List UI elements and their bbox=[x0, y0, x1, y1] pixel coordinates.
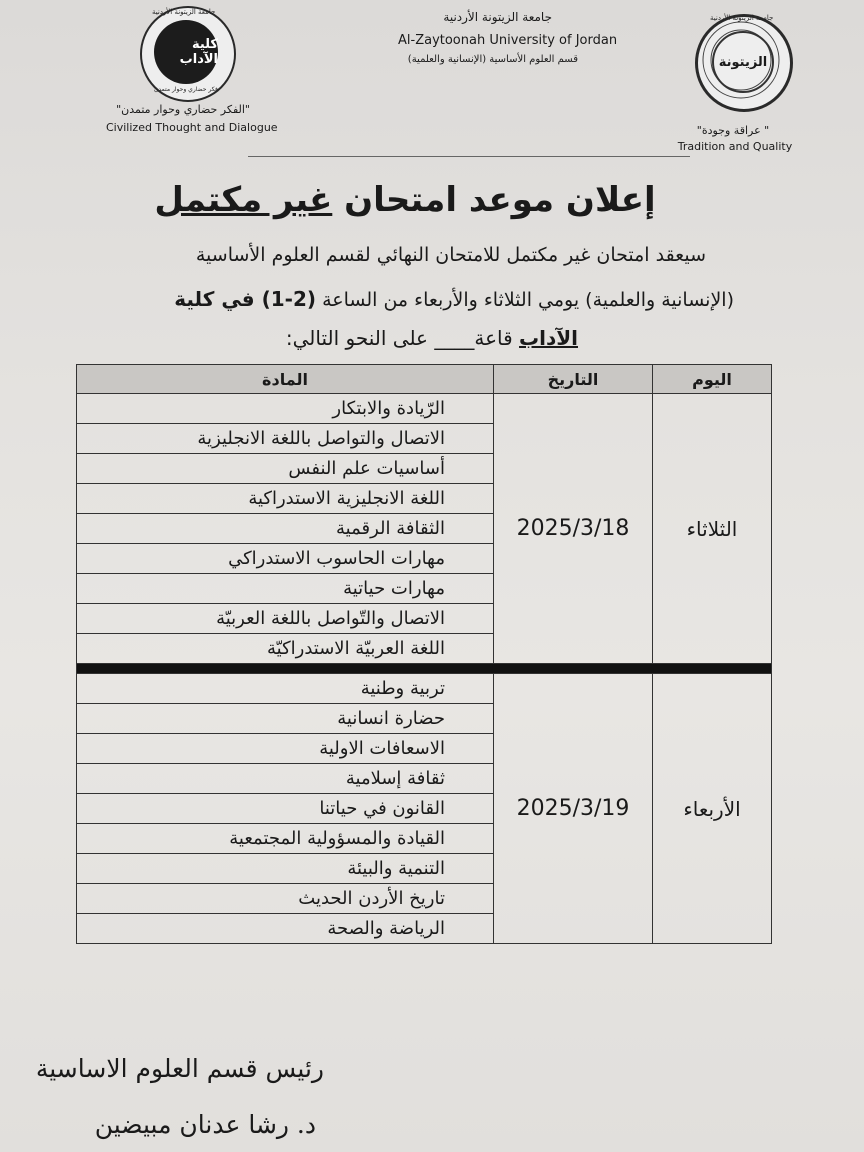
university-slogan-ar: " عراقة وجودة" bbox=[696, 124, 770, 137]
subject-cell: تاريخ الأردن الحديث bbox=[77, 884, 494, 914]
exam-schedule-table bbox=[76, 364, 772, 944]
subject-cell: القانون في حياتنا bbox=[77, 794, 494, 824]
subject-cell: الرّيادة والابتكار bbox=[77, 394, 494, 424]
subject-cell: اللغة العربيّة الاستدراكيّة bbox=[77, 634, 494, 664]
faculty-seal-ring-text: جامعة الزيتونة الأردنية bbox=[152, 8, 216, 16]
hall-label: قاعة bbox=[474, 326, 513, 350]
date-wednesday: 2025/3/19 bbox=[494, 674, 653, 944]
subject-cell: الرياضة والصحة bbox=[77, 914, 494, 944]
announcement-title bbox=[150, 180, 660, 220]
subject-cell: القيادة والمسؤولية المجتمعية bbox=[77, 824, 494, 854]
signature-title: رئيس قسم العلوم الاساسية bbox=[35, 1054, 324, 1083]
table-row bbox=[77, 674, 772, 704]
faculty-name: الآداب bbox=[519, 326, 578, 350]
header-day: اليوم bbox=[653, 365, 772, 394]
subject-cell: الثقافة الرقمية bbox=[77, 514, 494, 544]
faculty-seal-ring-text-bottom: فكر حضاري وحوار متمدن bbox=[154, 86, 218, 93]
line-3-end: على النحو التالي: bbox=[285, 326, 428, 350]
day-wednesday: الأربعاء bbox=[653, 674, 772, 944]
subject-cell: مهارات حياتية bbox=[77, 574, 494, 604]
subject-cell: اللغة الانجليزية الاستدراكية bbox=[77, 484, 494, 514]
subject-cell: الاتصال والتّواصل باللغة العربيّة bbox=[77, 604, 494, 634]
university-seal-center bbox=[712, 31, 774, 93]
faculty-seal-text: كلية الآداب bbox=[179, 37, 218, 67]
subject-cell: الاسعافات الاولية bbox=[77, 734, 494, 764]
title-prefix: إعلان موعد امتحان bbox=[344, 180, 656, 220]
table-row bbox=[77, 394, 772, 424]
university-slogan-en: Tradition and Quality bbox=[677, 140, 793, 153]
announcement-line-2 bbox=[174, 287, 734, 311]
faculty-slogan-ar: "الفكر حضاري وحوار متمدن" bbox=[116, 103, 250, 116]
faculty-seal-center bbox=[154, 20, 218, 84]
faculty-slogan-en: Civilized Thought and Dialogue bbox=[106, 121, 278, 134]
day-separator bbox=[77, 664, 772, 674]
subject-cell: أساسيات علم النفس bbox=[77, 454, 494, 484]
date-tuesday: 2025/3/18 bbox=[494, 394, 653, 664]
subject-cell: تربية وطنية bbox=[77, 674, 494, 704]
header-subject: المادة bbox=[77, 365, 494, 394]
title-underlined: غير مكتمل bbox=[154, 180, 333, 220]
university-name-en: Al-Zaytoonah University of Jordan bbox=[398, 33, 618, 48]
line-2-text: (الإنسانية والعلمية) يومي الثلاثاء والأربعاء من الساعة bbox=[322, 289, 734, 311]
subject-cell: حضارة انسانية bbox=[77, 704, 494, 734]
subject-cell: الاتصال والتواصل باللغة الانجليزية bbox=[77, 424, 494, 454]
subject-cell: ثقافة إسلامية bbox=[77, 764, 494, 794]
subject-cell: التنمية والبيئة bbox=[77, 854, 494, 884]
university-name-ar: جامعة الزيتونة الأردنية bbox=[443, 10, 552, 24]
signature-name: د. رشا عدنان مبيضين bbox=[94, 1110, 316, 1139]
header-date: التاريخ bbox=[494, 365, 653, 394]
separator-bar bbox=[77, 664, 772, 674]
announcement-line-1: سيعقد امتحان غير مكتمل للامتحان النهائي لقسم العلوم الأساسية bbox=[195, 244, 706, 266]
header-divider bbox=[248, 156, 690, 157]
subject-cell: مهارات الحاسوب الاستدراكي bbox=[77, 544, 494, 574]
day-tuesday: الثلاثاء bbox=[653, 394, 772, 664]
announcement-line-3 bbox=[286, 326, 578, 350]
table-header-row bbox=[77, 365, 772, 394]
university-seal-ring-text: جامعة الزيتونة الأردنية bbox=[710, 14, 774, 22]
line-2-bold: (2-1) في كلية bbox=[174, 287, 317, 311]
department-name-ar: قسم العلوم الأساسية (الإنسانية والعلمية) bbox=[407, 54, 578, 65]
university-seal-icon bbox=[695, 14, 793, 112]
hall-blank: ____ bbox=[434, 326, 475, 350]
university-seal-text: الزيتونة bbox=[718, 54, 768, 70]
